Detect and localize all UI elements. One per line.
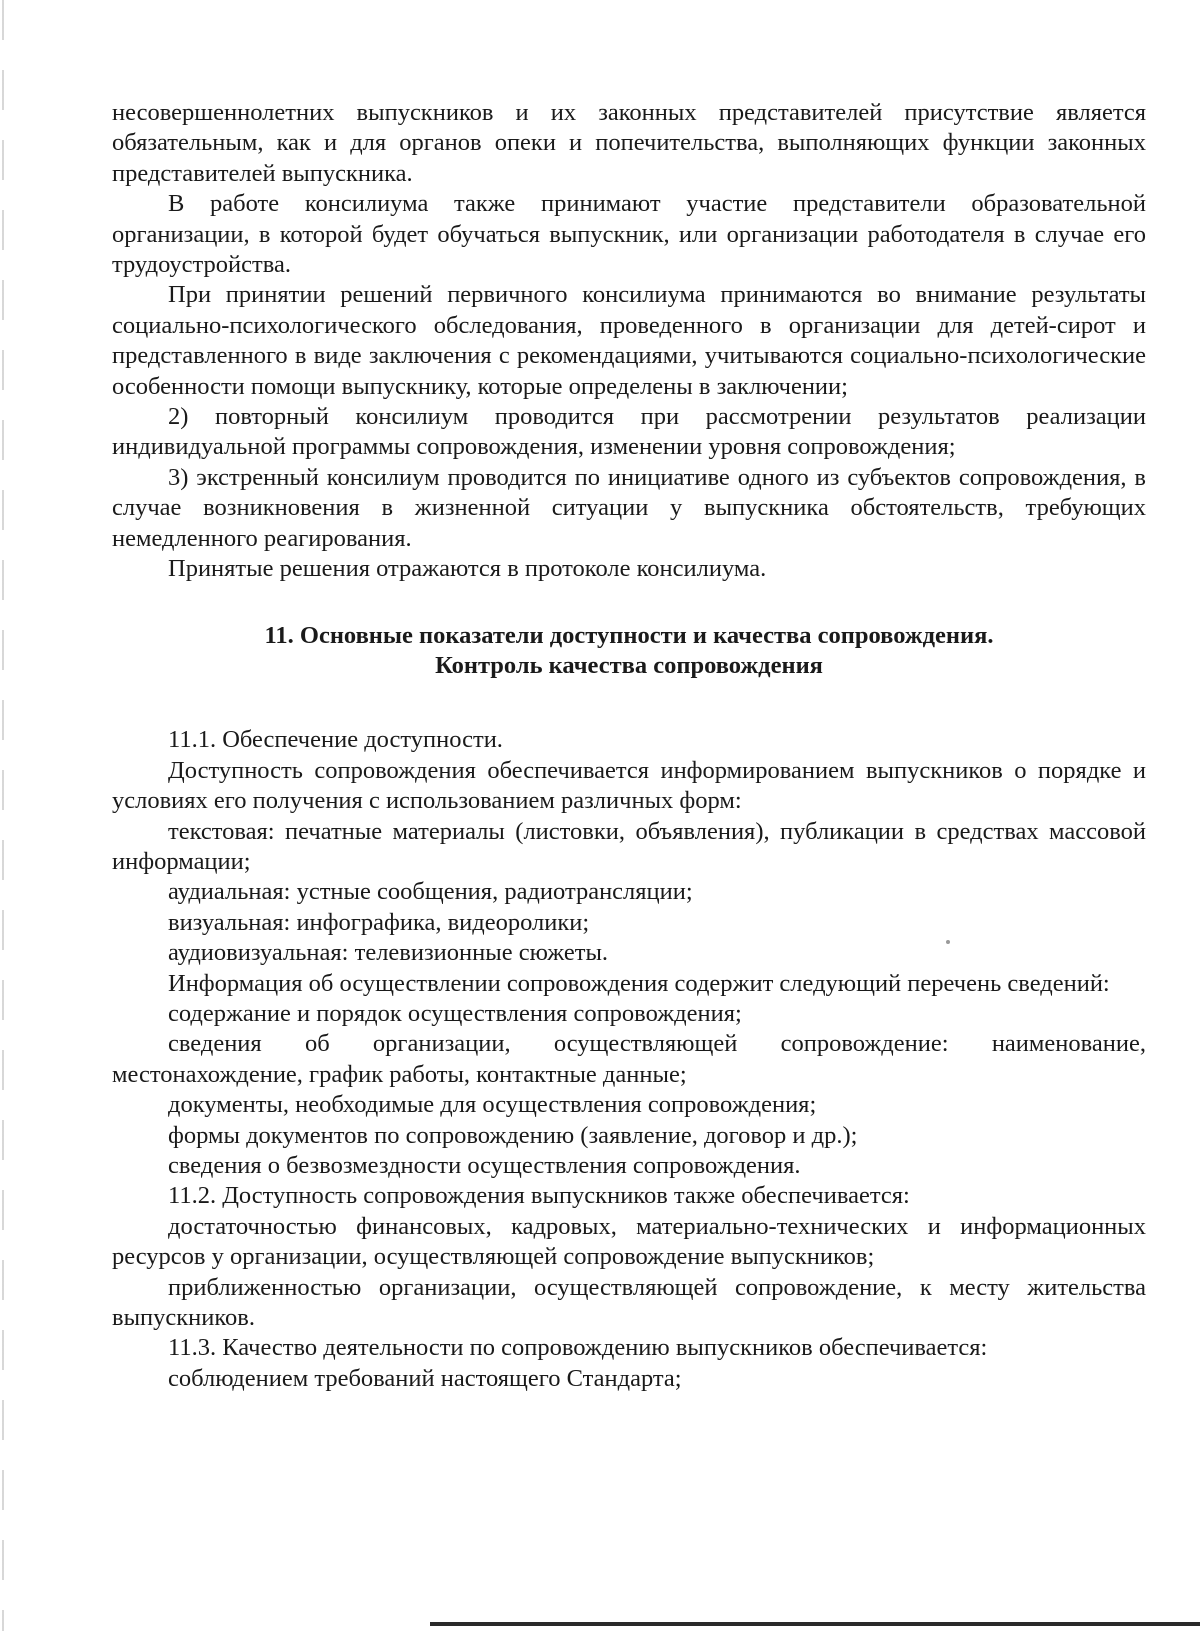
paragraph: При принятии решений первичного консилиума принимаются во внимание результаты социально-психологического обследования, проведенного в организации для детей-сирот и представленного в виде заключения с рекомендациями, учитываются социально-психологические особенности помощи выпускнику, которые определены в заключении; — [112, 281, 1146, 400]
paragraph: 3) экстренный консилиум проводится по инициативе одного из субъектов сопровождения, в случае возникновения в жизненной ситуации у выпускника обстоятельств, требующих немедленного реагирования. — [112, 463, 1146, 552]
paragraph: Информация об осуществлении сопровождения содержит следующий перечень сведений: — [168, 969, 1110, 997]
paragraph: содержание и порядок осуществления сопровождения; — [168, 999, 742, 1027]
paragraph: формы документов по сопровождению (заявление, договор и др.); — [168, 1121, 858, 1149]
paragraph: 11.2. Доступность сопровождения выпускников также обеспечивается: — [168, 1182, 910, 1210]
paragraph: документы, необходимые для осуществления сопровождения; — [168, 1091, 817, 1119]
paragraph: приближенностью организации, осуществляющей сопровождение, к месту жительства выпускников. — [112, 1273, 1146, 1332]
paragraph: аудиальная: устные сообщения, радиотрансляции; — [168, 878, 693, 906]
paragraph: 11.1. Обеспечение доступности. — [168, 726, 503, 754]
section-heading-line: Контроль качества сопровождения — [435, 651, 823, 679]
paragraph: Принятые решения отражаются в протоколе консилиума. — [168, 555, 767, 583]
paragraph: 2) повторный консилиум проводится при рассмотрении результатов реализации индивидуальной программы сопровождения, изменении уровня сопровождения; — [112, 403, 1146, 461]
paragraph: Доступность сопровождения обеспечивается информированием выпускников о порядке и условиях его получения с использованием различных форм: — [112, 756, 1146, 815]
paragraph: несовершеннолетних выпускников и их законных представителей присутствие является обязательным, как и для органов опеки и попечительства, выполняющих функции законных представителей выпускника. — [112, 99, 1146, 187]
paragraph: аудиовизуальная: телевизионные сюжеты. — [168, 939, 609, 967]
paragraph: В работе консилиума также принимают участие представители образовательной организации, в которой будет обучаться выпускник, или организации работодателя в случае его трудоустройства. — [112, 190, 1146, 279]
scan-edge-bottom — [430, 1622, 1200, 1626]
paragraph: соблюдением требований настоящего Стандарта; — [168, 1364, 682, 1392]
section-heading — [112, 621, 1146, 682]
paragraph: текстовая: печатные материалы (листовки, объявления), публикации в средствах массовой информации; — [112, 817, 1146, 875]
document-body — [112, 98, 1146, 1394]
paragraph: визуальная: инфографика, видеоролики; — [168, 908, 590, 936]
scan-edge-left — [2, 0, 4, 1631]
section-heading-line: 11. Основные показатели доступности и качества сопровождения. — [264, 621, 994, 649]
paragraph: сведения об организации, осуществляющей сопровождение: наименование, местонахождение, график работы, контактные данные; — [112, 1030, 1146, 1088]
paragraph: сведения о безвозмездности осуществления сопровождения. — [168, 1152, 801, 1179]
paragraph: 11.3. Качество деятельности по сопровождению выпускников обеспечивается: — [168, 1334, 988, 1362]
paragraph: достаточностью финансовых, кадровых, материально-технических и информационных ресурсов у организации, осуществляющей сопровождение выпускников; — [112, 1212, 1146, 1271]
